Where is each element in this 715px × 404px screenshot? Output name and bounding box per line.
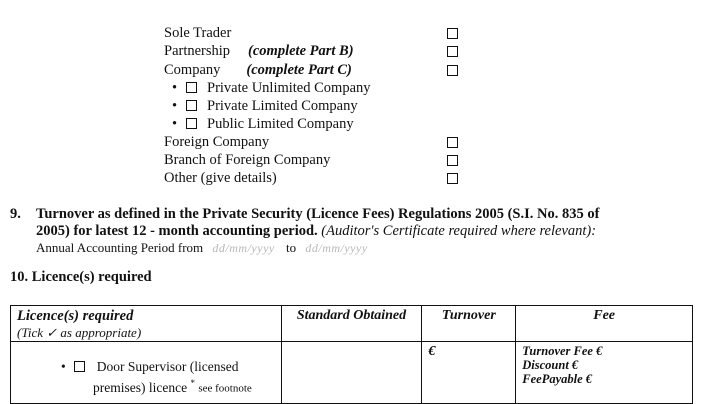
option-label: Sole Trader <box>164 25 232 41</box>
section-number: 9. <box>10 206 21 222</box>
section-9-line2 <box>36 222 596 240</box>
subtype-private-unlimited <box>172 79 371 97</box>
option-foreign-company <box>164 133 269 151</box>
header-licence-note: (Tick ✓ as appropriate) <box>17 325 142 340</box>
option-label: Other (give details) <box>164 170 277 186</box>
subtype-private-limited <box>172 97 358 115</box>
option-note: (complete Part C) <box>246 62 352 78</box>
header-turnover-label: Turnover <box>441 308 496 323</box>
subtype-public-limited <box>172 115 354 133</box>
partnership-checkbox[interactable] <box>447 46 458 57</box>
discount-line: Discount € <box>522 358 579 372</box>
period-label: Annual Accounting Period from <box>36 240 204 255</box>
bullet: • <box>61 359 66 374</box>
section-9-line2-bold: 2005) for latest 12 - month accounting period. <box>36 223 318 239</box>
private-unlimited-checkbox[interactable] <box>186 82 197 93</box>
table-header-row <box>11 306 693 342</box>
subtype-label: Private Limited Company <box>207 98 358 114</box>
option-note: (complete Part B) <box>248 43 354 59</box>
section-10-heading: 10. Licence(s) required <box>10 269 152 285</box>
option-label: Foreign Company <box>164 134 270 150</box>
company-checkbox[interactable] <box>447 65 458 76</box>
header-fee-label: Fee <box>593 308 616 323</box>
bullet: • <box>172 116 178 132</box>
licence-line2: premises) licence <box>93 379 188 395</box>
option-company <box>164 61 352 79</box>
fee-payable-line: FeePayable € <box>522 372 593 386</box>
option-partnership <box>164 42 354 60</box>
euro-symbol: € <box>428 344 436 359</box>
private-limited-checkbox[interactable] <box>186 100 197 111</box>
header-licence <box>11 306 282 342</box>
footnote-text: see footnote <box>198 382 252 395</box>
other-checkbox[interactable] <box>447 173 458 184</box>
standard-cell[interactable] <box>281 342 422 404</box>
subtype-label: Private Unlimited Company <box>207 80 371 96</box>
option-label: Partnership <box>164 43 231 59</box>
header-turnover <box>422 306 516 342</box>
table-row <box>11 342 693 404</box>
bullet: • <box>172 98 178 114</box>
option-branch-foreign <box>164 151 330 169</box>
licence-table <box>10 305 693 404</box>
header-licence-label: Licence(s) required <box>17 308 134 324</box>
turnover-cell[interactable] <box>422 342 516 404</box>
accounting-period-row <box>36 240 368 256</box>
section-9-line2-italic: (Auditor's Certificate required where relevant): <box>321 223 597 239</box>
licence-cell <box>11 342 282 404</box>
period-to-field[interactable]: dd/mm/yyyy <box>305 241 368 255</box>
sole-trader-checkbox[interactable] <box>447 28 458 39</box>
option-label: Company <box>164 62 221 78</box>
door-supervisor-checkbox[interactable] <box>74 361 85 372</box>
footnote-mark: * <box>190 378 195 388</box>
option-sole-trader <box>164 24 231 42</box>
public-limited-checkbox[interactable] <box>186 118 197 129</box>
option-label: Branch of Foreign Company <box>164 152 331 168</box>
turnover-fee-line: Turnover Fee € <box>522 344 603 358</box>
header-standard <box>281 306 422 342</box>
section-9-line1: Turnover as defined in the Private Security (Licence Fees) Regulations 2005 (S.I. No. 835 of <box>36 206 600 222</box>
period-to-label: to <box>285 240 297 255</box>
header-fee <box>516 306 693 342</box>
header-standard-label: Standard Obtained <box>296 308 407 323</box>
option-other <box>164 169 277 187</box>
fee-cell <box>516 342 693 404</box>
section-9-heading <box>10 205 599 223</box>
licence-line1: Door Supervisor (licensed <box>96 359 239 374</box>
branch-foreign-checkbox[interactable] <box>447 155 458 166</box>
subtype-label: Public Limited Company <box>207 116 354 132</box>
bullet: • <box>172 80 178 96</box>
foreign-company-checkbox[interactable] <box>447 137 458 148</box>
period-from-field[interactable]: dd/mm/yyyy <box>212 241 275 255</box>
